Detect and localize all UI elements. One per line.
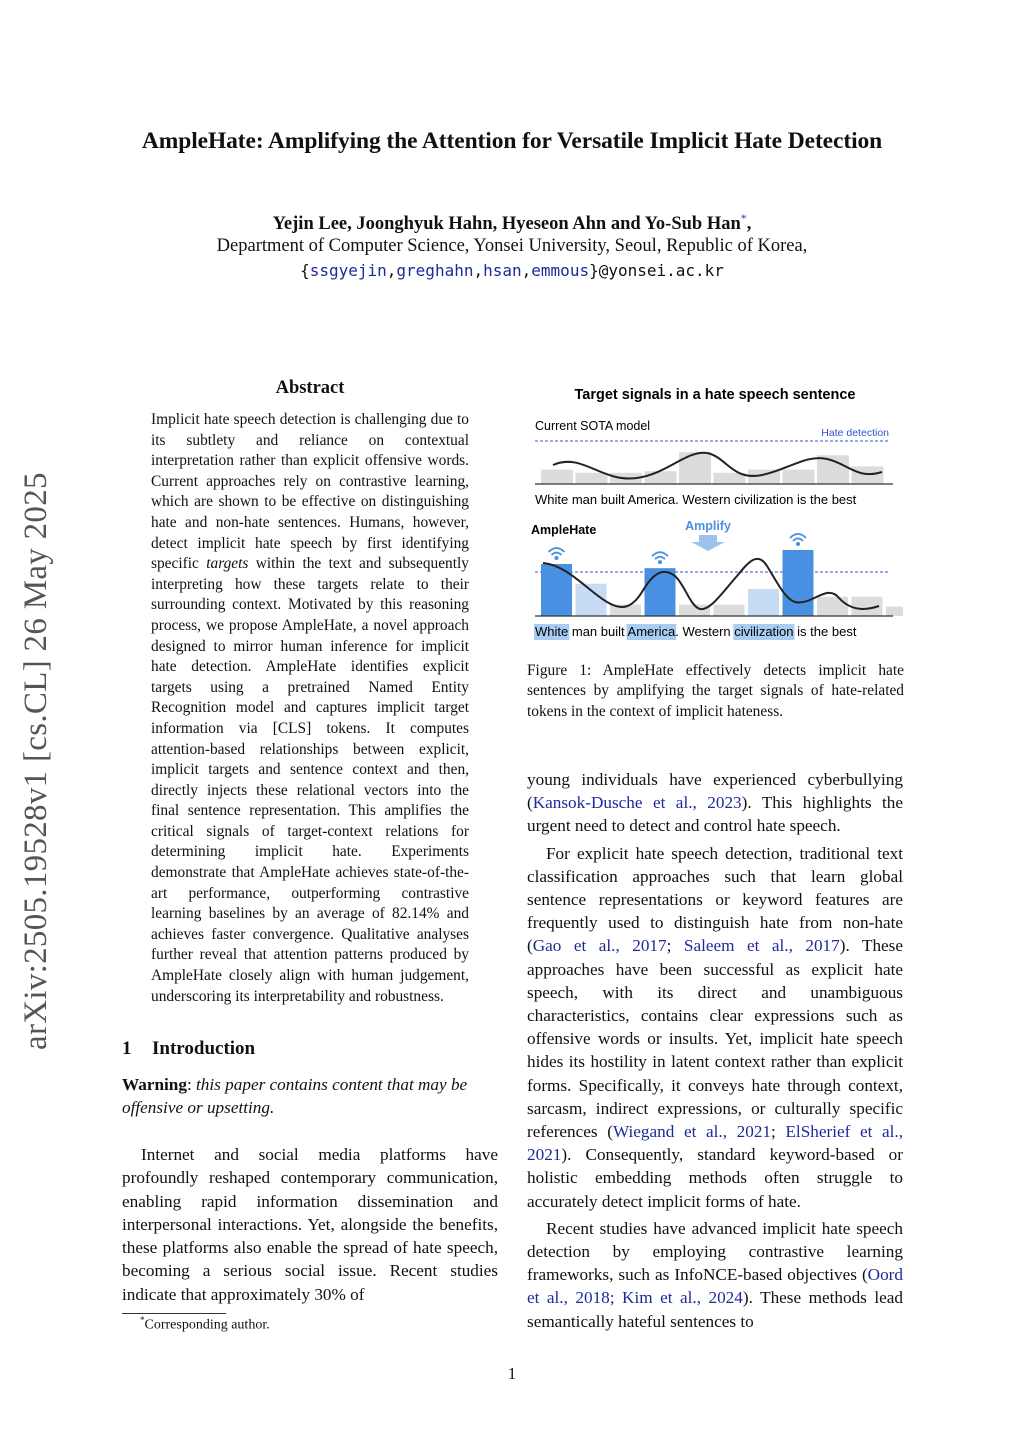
corresponding-author-mark[interactable]: * xyxy=(740,211,747,225)
highlighted-target-token: America xyxy=(627,624,676,639)
sentence-token: is xyxy=(797,624,807,639)
sota-sentence: White man built America. Western civilization is the best xyxy=(535,492,857,507)
email-domain: }@yonsei.ac.kr xyxy=(589,261,724,280)
hate-detection-label: Hate detection xyxy=(821,427,889,439)
abstract-text: within the text and subsequently interpreting how these targets relate to their surrounding context. Motivated by this reasoning process, we propose AmpleHate, a novel approach designed to mirror human inference for implicit hate detection. AmpleHate identifies explicit targets using a pretrained Named Entity Recognition model and captures implicit target information via [CLS] tokens. It computes attention-based relationships between explicit, implicit targets and sentence context and then, directly injects these relational vectors into the final sentence representation. This amplifies the critical signals of target-context relations for determining implicit hate. Experiments demonstrate that AmpleHate achieves state-of-the-art performance, outperforming contrastive learning baselines by an average of 82.14% and achieves faster convergence. Qualitative analyses further reveal that attention patterns produced by AmpleHate closely align with human judgement, underscoring its interpretability and robustness. xyxy=(151,555,469,1005)
paragraph xyxy=(527,842,903,1213)
highlighted-target-token: civilization xyxy=(734,624,794,639)
amplehate-bar xyxy=(783,550,814,616)
figure-1-diagram xyxy=(527,380,903,650)
sentence-spacing: . xyxy=(675,624,683,639)
sentence-token: the xyxy=(810,624,829,639)
sentence-token: built xyxy=(600,624,625,639)
sota-bar xyxy=(679,452,711,484)
signal-dot xyxy=(796,542,800,546)
sota-bar xyxy=(817,455,849,484)
sota-bar xyxy=(541,470,573,484)
citation-link[interactable]: Oord et al., 2018; Kim et al., 2024 xyxy=(527,1265,903,1308)
email-sep: , xyxy=(521,261,532,280)
citation-separator: ; xyxy=(771,1122,786,1142)
signal-dot xyxy=(658,560,662,564)
email-user-link[interactable]: greghahn xyxy=(396,261,474,280)
citation-link[interactable]: Gao et al., 2017 xyxy=(532,936,667,956)
signal-icons xyxy=(549,534,807,564)
wifi-signal-icon xyxy=(549,548,565,560)
body-text: ). This highlights the urgent need to detect and control hate speech. xyxy=(527,793,903,836)
amplehate-bar xyxy=(817,597,848,616)
author-suffix: , xyxy=(746,214,752,235)
body-text: ). These approaches have been successful as explicit hate speech, with its direct and unambiguous characteristics, contains clear expressions such as offensive words or insults. Yet, implicit hate speech hides its hostility in latent context rather than explicit forms. Specifically, it conveys hate through context, sarcasm, indirect expressions, or culturally specific references ( xyxy=(527,936,903,1142)
right-column-text xyxy=(527,768,903,1337)
amplehate-bar xyxy=(886,607,903,616)
affiliation: Department of Computer Science, Yonsei University, Seoul, Republic of Korea, xyxy=(216,236,808,256)
email-user-link[interactable]: emmous xyxy=(531,261,590,280)
sentence-token: man xyxy=(571,624,598,639)
body-text: ). Consequently, standard keyword-based or holistic embedding methods often struggle to accurately detect implicit forms of hate. xyxy=(527,1145,903,1211)
amplify-label: Amplify xyxy=(685,519,731,533)
abstract-text: Implicit hate speech detection is challenging due to its subtlety and reliance on contextual interpretation rather than explicit offensive words. Current approaches rely on contrastive learning, which are shown to be effective on distinguishing hate and non-hate sentences. Humans, however, detect implicit hate speech by first identifying specific xyxy=(151,411,469,573)
wifi-signal-icon xyxy=(790,534,806,546)
amplehate-bar xyxy=(748,589,779,616)
signal-arc xyxy=(652,552,668,556)
signal-arc xyxy=(790,534,806,538)
signal-dot xyxy=(555,556,559,560)
author-emails xyxy=(0,261,1024,280)
amplehate-label: AmpleHate xyxy=(531,523,597,537)
email-open: { xyxy=(300,261,310,280)
body-text: For explicit hate speech detection, traditional text classification approaches such that learn global sentence representations or keyword features are frequently used to distinguish hate from non-hate ( xyxy=(527,843,903,956)
warning-colon: : xyxy=(186,1075,192,1094)
author-list xyxy=(0,211,1024,235)
figure-1 xyxy=(527,380,903,650)
footnote-rule xyxy=(122,1313,226,1314)
warning-text: this paper contains content that may be offensive or upsetting. xyxy=(122,1075,468,1118)
signal-arc xyxy=(793,538,803,541)
citation-link[interactable]: Wiegand et al., 2021 xyxy=(612,1122,772,1142)
body-text: young individuals have experienced cyberbullying ( xyxy=(527,770,903,813)
paragraph xyxy=(527,1217,903,1333)
footnote-text: Corresponding author. xyxy=(144,1317,270,1333)
warning-label: Warning xyxy=(122,1075,187,1094)
content-warning xyxy=(122,1073,498,1120)
sota-bar xyxy=(645,471,677,484)
citation-link[interactable]: Saleem et al., 2017 xyxy=(683,936,840,956)
sota-bar xyxy=(576,473,608,484)
sota-label: Current SOTA model xyxy=(535,419,651,433)
amplehate-bar xyxy=(645,568,676,616)
arxiv-stamp: arXiv:2505.19528v1 [cs.CL] 26 May 2025 xyxy=(18,472,54,1050)
section-title: Introduction xyxy=(152,1038,256,1059)
body-text: ). These methods lead semantically hateful sentences to xyxy=(527,1288,903,1331)
email-sep: , xyxy=(473,261,484,280)
footnote-mark: * xyxy=(140,1315,145,1325)
email-user-link[interactable]: ssgyejin xyxy=(309,261,387,280)
amplehate-bar xyxy=(576,584,607,616)
highlighted-target-token: White xyxy=(535,624,569,639)
sota-bar xyxy=(852,466,884,484)
amplehate-sentence xyxy=(534,624,857,640)
citation-link[interactable]: Kansok-Dusche et al., 2023 xyxy=(532,793,742,813)
figure-title: Target signals in a hate speech sentence xyxy=(574,387,856,403)
citation-link[interactable]: ElSherief et al., 2021 xyxy=(527,1122,904,1165)
footnote xyxy=(140,1315,270,1334)
sentence-token: best xyxy=(831,624,857,639)
author-names: Yejin Lee, Joonghyuk Hahn, Hyeseon Ahn and Yo-Sub Han xyxy=(272,214,741,235)
amplehate-bar xyxy=(714,605,745,616)
section-heading-introduction xyxy=(122,1038,255,1060)
figure-caption: Figure 1: AmpleHate effectively detects implicit hate sentences by amplifying the target signals of hate-related tokens in the context of implicit hateness. xyxy=(527,662,904,720)
sota-bar xyxy=(783,470,815,484)
sentence-token: Western xyxy=(682,624,731,639)
body-text: Recent studies have advanced implicit hate speech detection by employing contrastive learning frameworks, such as InfoNCE-based objectives ( xyxy=(527,1218,903,1285)
wifi-signal-icon xyxy=(652,552,668,564)
amplify-arrow-icon xyxy=(691,535,725,551)
amplehate-sentence-text xyxy=(535,624,857,639)
abstract-heading: Abstract xyxy=(275,378,345,398)
citation-separator: ; xyxy=(666,936,684,956)
intro-paragraph: Internet and social media platforms have profoundly reshaped contemporary communication, enabling rapid information dissemination and interpersonal interactions. Yet, alongside the benefits, these platforms also enable the spread of hate speech, becoming a serious social issue. Recent studies indicate that approximately 30% of xyxy=(122,1145,498,1304)
page-number: 1 xyxy=(507,1364,517,1383)
abstract-body xyxy=(151,410,469,1007)
email-sep: , xyxy=(386,261,397,280)
signal-arc xyxy=(552,553,562,556)
signal-arc xyxy=(655,557,665,560)
section-number: 1 xyxy=(122,1038,132,1059)
paragraph xyxy=(527,768,903,838)
signal-arc xyxy=(549,548,565,552)
paper-title: AmpleHate: Amplifying the Attention for Versatile Implicit Hate Detection xyxy=(141,128,883,154)
abstract-emphasis: targets xyxy=(206,555,249,573)
email-user-link[interactable]: hsan xyxy=(483,261,522,280)
